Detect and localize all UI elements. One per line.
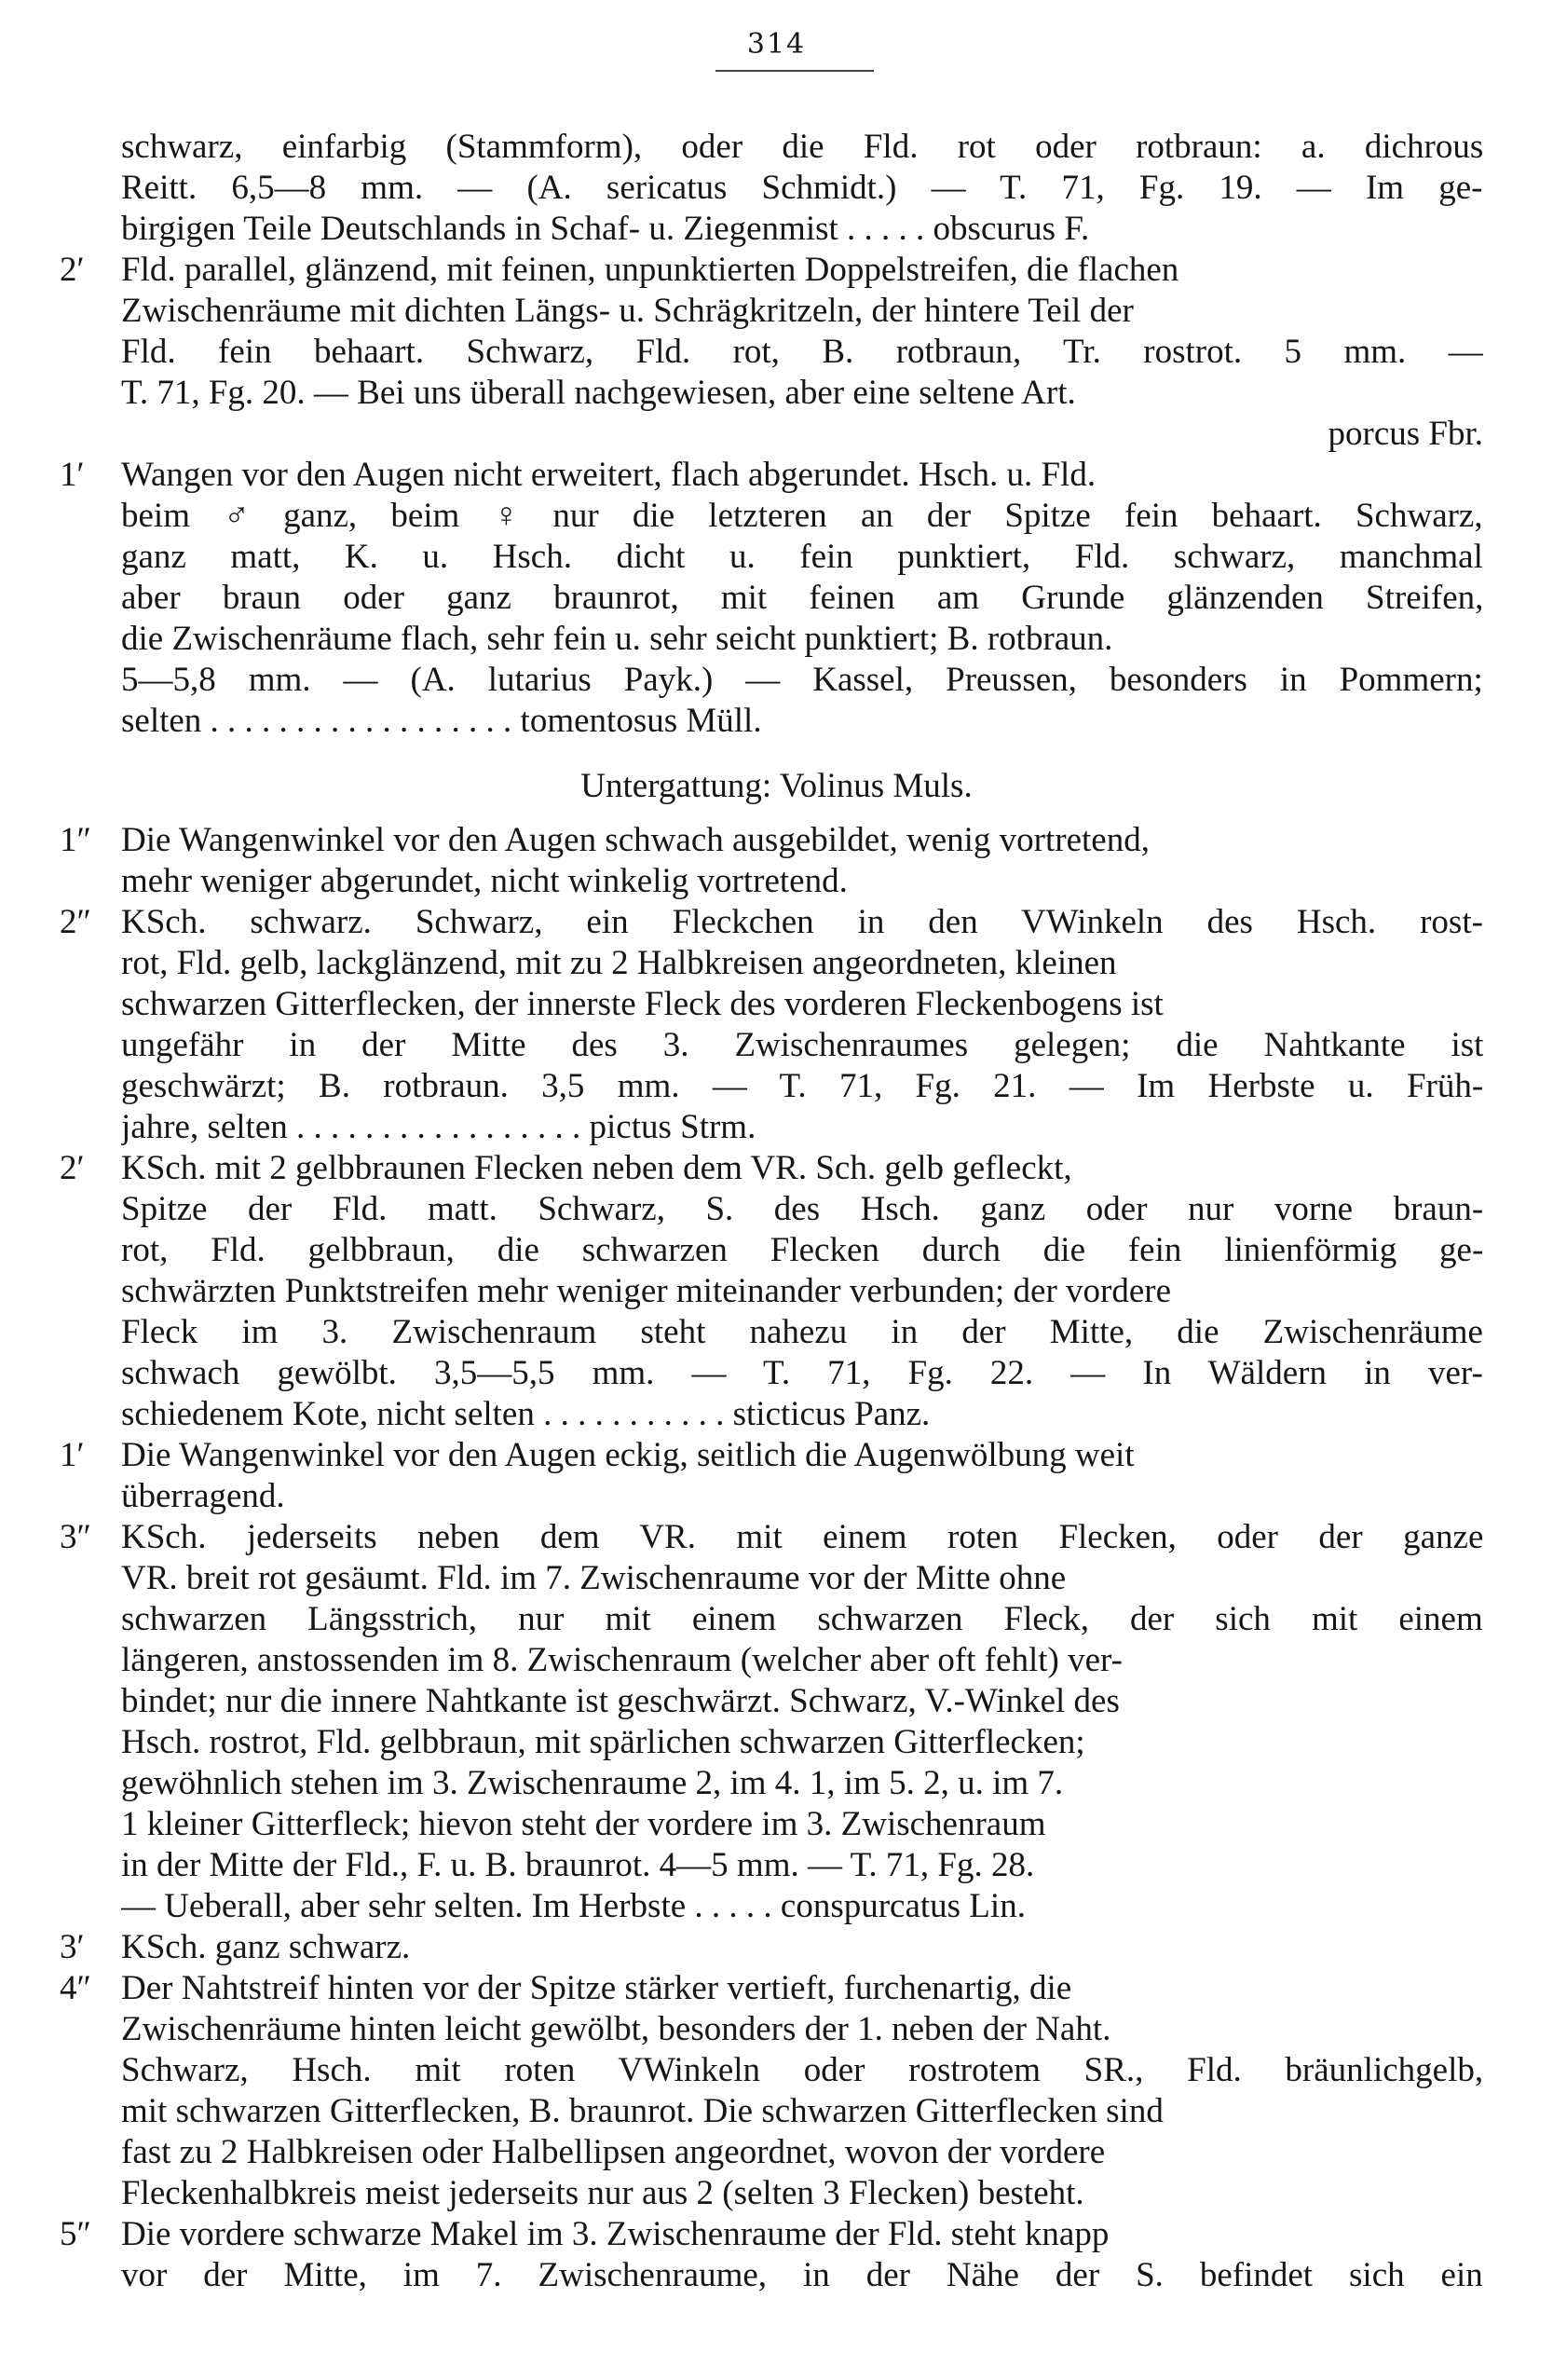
text-line: bindet; nur die innere Nahtkante ist geschwärzt. Schwarz, V.-Winkel des xyxy=(121,1682,1120,1720)
couplet-number: 1′ xyxy=(60,456,85,494)
text-line: schwarz, einfarbig (Stammform), oder die Fld. rot oder rotbraun: a. dichrous xyxy=(121,128,1483,166)
text-line: Reitt. 6,5—8 mm. — (A. sericatus Schmidt.) — T. 71, Fg. 19. — Im ge- xyxy=(121,169,1483,207)
text-line: fast zu 2 Halbkreisen oder Halbellipsen angeordnet, wovon der vordere xyxy=(121,2133,1106,2171)
text-line: 1 kleiner Gitterfleck; hievon steht der vordere im 3. Zwischenraum xyxy=(121,1805,1046,1843)
text-line: KSch. schwarz. Schwarz, ein Fleckchen in den VWinkeln des Hsch. rost- xyxy=(121,903,1483,941)
text-line: Der Nahtstreif hinten vor der Spitze stärker vertieft, furchenartig, die xyxy=(121,1969,1072,2007)
text-line: KSch. mit 2 gelbbraunen Flecken neben dem VR. Sch. gelb gefleckt, xyxy=(121,1149,1072,1187)
text-line: Wangen vor den Augen nicht erweitert, flach abgerundet. Hsch. u. Fld. xyxy=(121,456,1097,494)
text-line: rot, Fld. gelb, lackglänzend, mit zu 2 Halbkreisen angeordneten, kleinen xyxy=(121,944,1117,982)
text-line: längeren, anstossenden im 8. Zwischenraum (welcher aber oft fehlt) ver- xyxy=(121,1641,1123,1679)
text-line: schwarzen Gitterflecken, der innerste Fleck des vorderen Fleckenbogens ist xyxy=(121,985,1164,1023)
text-line: Spitze der Fld. matt. Schwarz, S. des Hsch. ganz oder nur vorne braun- xyxy=(121,1190,1483,1228)
text-line: beim ♂ ganz, beim ♀ nur die letzteren an der Spitze fein behaart. Schwarz, xyxy=(121,497,1483,535)
text-line: Untergattung: Volinus Muls. xyxy=(580,767,973,805)
text-line: Hsch. rostrot, Fld. gelbbraun, mit spärlichen schwarzen Gitterflecken; xyxy=(121,1723,1085,1761)
page-number: 314 xyxy=(746,28,807,61)
text-line: gewöhnlich stehen im 3. Zwischenraume 2, im 4. 1, im 5. 2, u. im 7. xyxy=(121,1764,1064,1802)
couplet-number: 2″ xyxy=(60,903,91,941)
text-line: Die Wangenwinkel vor den Augen eckig, seitlich die Augenwölbung weit xyxy=(121,1436,1135,1474)
text-line: Die vordere schwarze Makel im 3. Zwischenraume der Fld. steht knapp xyxy=(121,2215,1110,2253)
text-line: ganz matt, K. u. Hsch. dicht u. fein punktiert, Fld. schwarz, manchmal xyxy=(121,538,1483,576)
text-line: überragend. xyxy=(121,1477,285,1515)
text-line: KSch. jederseits neben dem VR. mit einem roten Flecken, oder der ganze xyxy=(121,1518,1483,1556)
text-line: — Ueberall, aber sehr selten. Im Herbste . . . . . conspurcatus Lin. xyxy=(121,1887,1026,1925)
text-line: rot, Fld. gelbbraun, die schwarzen Flecken durch die fein linienförmig ge- xyxy=(121,1231,1483,1269)
text-line: ungefähr in der Mitte des 3. Zwischenraumes gelegen; die Nahtkante ist xyxy=(121,1026,1483,1064)
text-line: Fld. fein behaart. Schwarz, Fld. rot, B. rotbraun, Tr. rostrot. 5 mm. — xyxy=(121,333,1483,371)
couplet-number: 1″ xyxy=(60,821,91,859)
text-line: schiedenem Kote, nicht selten . . . . . . . . . . . sticticus Panz. xyxy=(121,1395,931,1433)
text-line: in der Mitte der Fld., F. u. B. braunrot. 4—5 mm. — T. 71, Fg. 28. xyxy=(121,1846,1035,1884)
couplet-number: 1′ xyxy=(60,1436,85,1474)
text-line: Schwarz, Hsch. mit roten VWinkeln oder rostrotem SR., Fld. bräunlichgelb, xyxy=(121,2051,1483,2089)
text-line: jahre, selten . . . . . . . . . . . . . . . . . pictus Strm. xyxy=(121,1108,756,1146)
couplet-number: 4″ xyxy=(60,1969,91,2007)
text-line: mit schwarzen Gitterflecken, B. braunrot. Die schwarzen Gitterflecken sind xyxy=(121,2092,1164,2130)
couplet-number: 3″ xyxy=(60,1518,91,1556)
text-line: mehr weniger abgerundet, nicht winkelig vortretend. xyxy=(121,862,848,900)
text-line: geschwärzt; B. rotbraun. 3,5 mm. — T. 71, Fg. 21. — Im Herbste u. Früh- xyxy=(121,1067,1483,1105)
text-line: aber braun oder ganz braunrot, mit feinen am Grunde glänzenden Streifen, xyxy=(121,579,1483,617)
text-line: die Zwischenräume flach, sehr fein u. sehr seicht punktiert; B. rotbraun. xyxy=(121,620,1113,658)
text-line: schwärzten Punktstreifen mehr weniger miteinander verbunden; der vordere xyxy=(121,1272,1172,1310)
couplet-number: 5″ xyxy=(60,2215,91,2253)
text-line: Zwischenräume hinten leicht gewölbt, besonders der 1. neben der Naht. xyxy=(121,2010,1111,2048)
text-line: birgigen Teile Deutschlands in Schaf- u. Ziegenmist . . . . . obscurus F. xyxy=(121,210,1090,248)
text-line: schwach gewölbt. 3,5—5,5 mm. — T. 71, Fg. 22. — In Wäldern in ver- xyxy=(121,1354,1483,1392)
text-line: Fleckenhalbkreis meist jederseits nur aus 2 (selten 3 Flecken) besteht. xyxy=(121,2174,1084,2212)
text-line: 5—5,8 mm. — (A. lutarius Payk.) — Kassel, Preussen, besonders in Pommern; xyxy=(121,661,1483,699)
text-line: selten . . . . . . . . . . . . . . . . . . tomentosus Müll. xyxy=(121,702,762,740)
text-line: VR. breit rot gesäumt. Fld. im 7. Zwischenraume vor der Mitte ohne xyxy=(121,1559,1067,1597)
couplet-number: 2′ xyxy=(60,1149,85,1187)
text-line: Fleck im 3. Zwischenraum steht nahezu in der Mitte, die Zwischenräume xyxy=(121,1313,1483,1351)
text-line: Zwischenräume mit dichten Längs- u. Schrägkritzeln, der hintere Teil der xyxy=(121,292,1134,330)
couplet-number: 2′ xyxy=(60,251,85,289)
text-line: porcus Fbr. xyxy=(1328,415,1483,453)
text-line: KSch. ganz schwarz. xyxy=(121,1928,411,1966)
text-line: vor der Mitte, im 7. Zwischenraume, in der Nähe der S. befindet sich ein xyxy=(121,2256,1483,2294)
text-line: schwarzen Längsstrich, nur mit einem schwarzen Fleck, der sich mit einem xyxy=(121,1600,1483,1638)
text-line: Fld. parallel, glänzend, mit feinen, unpunktierten Doppelstreifen, die flachen xyxy=(121,251,1179,289)
text-line: T. 71, Fg. 20. — Bei uns überall nachgewiesen, aber eine seltene Art. xyxy=(121,374,1076,412)
couplet-number: 3′ xyxy=(60,1928,85,1966)
header-rule xyxy=(715,70,874,72)
text-line: Die Wangenwinkel vor den Augen schwach ausgebildet, wenig vortretend, xyxy=(121,821,1150,859)
